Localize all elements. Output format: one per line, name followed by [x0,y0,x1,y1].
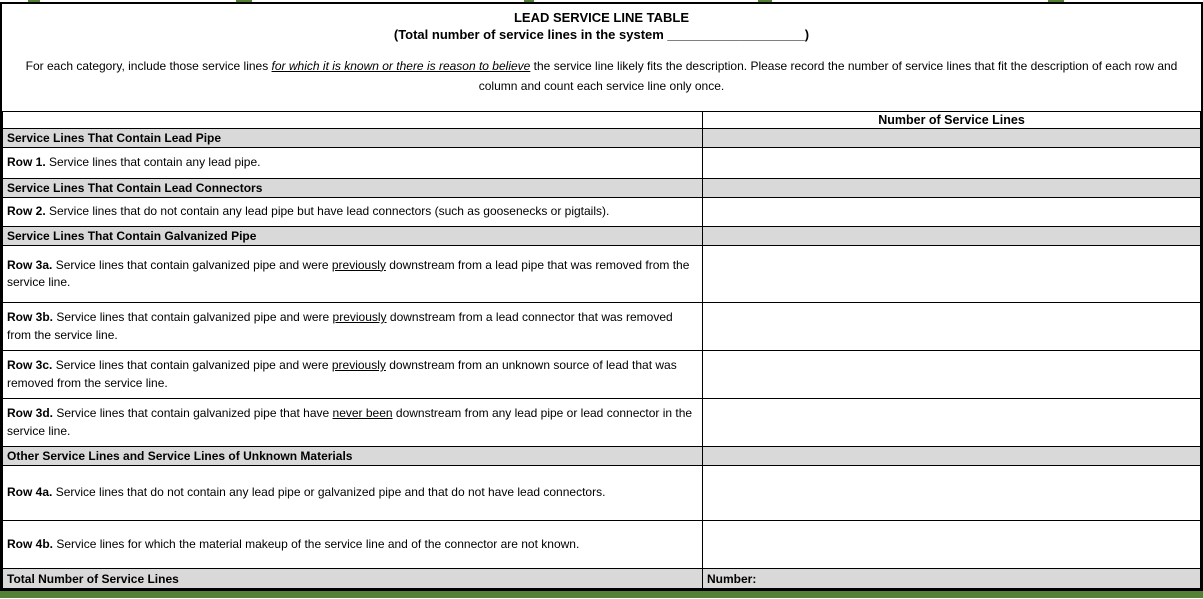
row-2-value-cell[interactable] [703,198,1201,227]
section-header-row [3,227,1201,246]
section-spacer-cell [703,227,1201,246]
row-4b-row [3,521,1201,569]
row-1-row [3,148,1201,179]
row-4a-row [3,466,1201,521]
instructions-text: For each category, include those service lines for which it is known or there is reason to believe the service line likely fits the description. Please record the number of service lines that fit the description of each row and column and count each service line only once. [25,59,1178,93]
row-4b-value-cell[interactable] [703,521,1201,569]
section-title: Service Lines That Contain Lead Pipe [3,129,703,148]
section-header-row [3,129,1201,148]
row-1-value-cell[interactable] [703,148,1201,179]
lead-service-line-form [0,2,1203,591]
table-body [3,112,1201,589]
document-subtitle: (Total number of service lines in the system ___________________) [393,27,810,42]
total-label: Total Number of Service Lines [3,569,703,589]
row-4b-description: Row 4b. Service lines for which the material makeup of the service line and of the connector are not known. [3,521,703,569]
title-block [2,4,1201,43]
section-header-row [3,179,1201,198]
bottom-green-bar [0,591,1203,598]
row-2-row [3,198,1201,227]
service-line-table [2,111,1201,589]
section-spacer-cell [703,447,1201,466]
row-3a-value-cell[interactable] [703,246,1201,303]
row-3b-description: Row 3b. Service lines that contain galvanized pipe and were previously downstream from a lead connector that was removed from the service line. [3,303,703,351]
section-spacer-cell [703,179,1201,198]
section-header-row [3,447,1201,466]
row-2-description: Row 2. Service lines that do not contain any lead pipe but have lead connectors (such as goosenecks or pigtails). [3,198,703,227]
description-header-cell [3,112,703,129]
row-1-description: Row 1. Service lines that contain any lead pipe. [3,148,703,179]
document-title: LEAD SERVICE LINE TABLE [513,10,690,25]
number-label: Number: [707,571,757,586]
row-3a-description: Row 3a. Service lines that contain galvanized pipe and were previously downstream from a lead pipe that was removed from the service line. [3,246,703,303]
row-3d-row [3,399,1201,447]
row-4a-value-cell[interactable] [703,466,1201,521]
column-header-row [3,112,1201,129]
row-3c-row [3,351,1201,399]
row-4a-description: Row 4a. Service lines that do not contain any lead pipe or galvanized pipe and that do not have lead connectors. [3,466,703,521]
row-3b-value-cell[interactable] [703,303,1201,351]
row-3c-description: Row 3c. Service lines that contain galvanized pipe and were previously downstream from an unknown source of lead that was removed from the service line. [3,351,703,399]
number-of-service-lines-header: Number of Service Lines [703,112,1201,129]
row-3d-description: Row 3d. Service lines that contain galvanized pipe that have never been downstream from any lead pipe or lead connector in the service line. [3,399,703,447]
section-spacer-cell [703,129,1201,148]
row-3d-value-cell[interactable] [703,399,1201,447]
total-value-cell[interactable] [703,569,1201,589]
row-3a-row [3,246,1201,303]
section-title: Service Lines That Contain Lead Connectors [3,179,703,198]
row-3b-row [3,303,1201,351]
total-row [3,569,1201,589]
section-title: Service Lines That Contain Galvanized Pipe [3,227,703,246]
section-title: Other Service Lines and Service Lines of Unknown Materials [3,447,703,466]
row-3c-value-cell[interactable] [703,351,1201,399]
